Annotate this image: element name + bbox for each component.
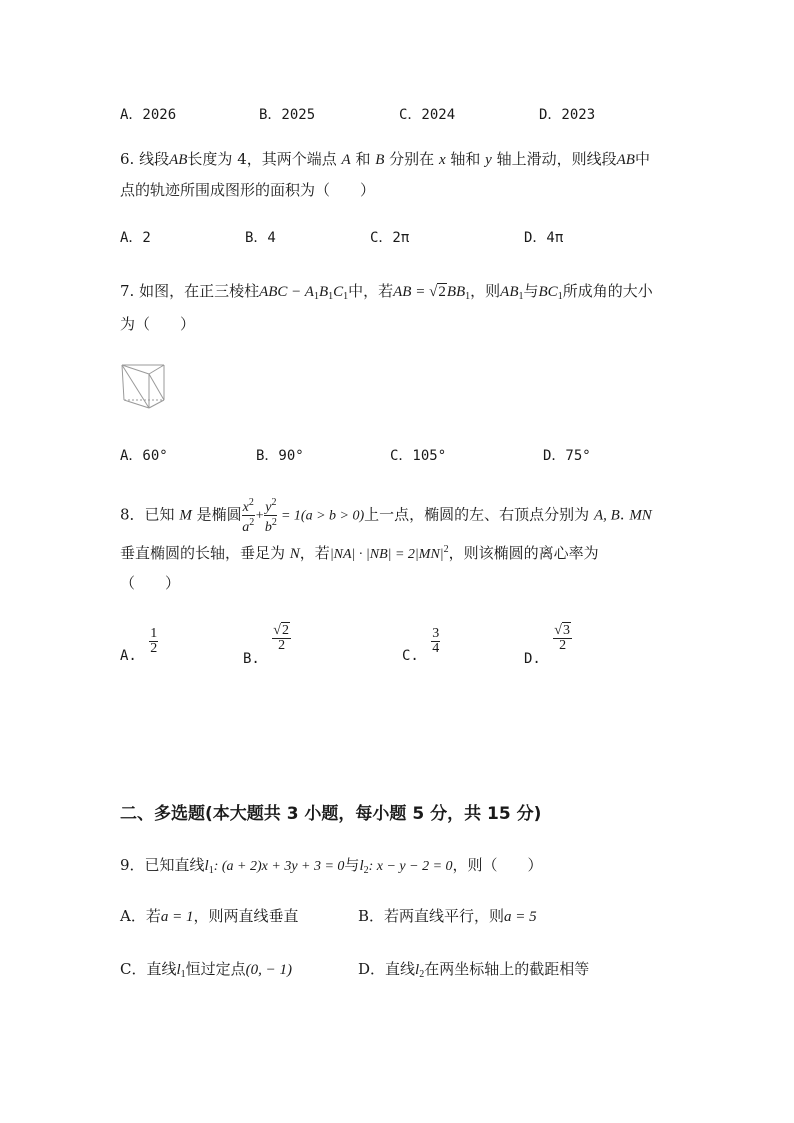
fraction-x2-a2: $\frac{x^2}{a^2}$: [242, 497, 255, 535]
q5-option-a: A．2026: [120, 107, 177, 123]
q9-option-b: B．若两直线平行，则a = 5: [358, 907, 537, 925]
fraction-y2-b2: $\frac{y^2}{b^2}$: [264, 497, 277, 535]
q7-line1: 7. 如图，在正三棱柱ABC − $A_1B_1C_1$中，若AB = $√2BB_1$，则$AB_1$与$BC_1$所成角的大小: [120, 282, 653, 302]
section-heading: 二、多选题(本大题共 3 小题，每小题 5 分，共 15 分): [120, 804, 542, 824]
q9-option-c: C．直线$l_1$恒过定点(0, − 1): [120, 960, 293, 980]
q6-option-a: A．2: [120, 230, 151, 246]
q6-option-b: B．4: [245, 230, 276, 246]
q9-stem: 9．已知直线$l_1$: (a + 2)x + 3y + 3 = 0与$l_2$: x − y − 2 = 0，则（ ）: [120, 856, 543, 876]
q8-option-c: C. $\frac{3}{4}$: [402, 626, 440, 664]
q8-line2: 垂直椭圆的长轴，垂足为 N，若$|NA| \cdot |NB| = 2|MN|^2$，则该椭圆的离心率为: [120, 544, 599, 562]
q7-line2: 为（ ）: [120, 315, 196, 333]
q8-option-d: D. $\frac{√3}{2}$: [524, 623, 570, 667]
q7-option-d: D．75°: [543, 448, 591, 464]
q7-option-c: C．105°: [390, 448, 447, 464]
q8-line1: 8．已知 M 是椭圆 $\frac{x^2}{a^2}$ + $\frac{y^2}{b^2}$ = 1(a > b > 0)上一点，椭圆的左、右顶点分别为 A, B. MN: [120, 497, 652, 535]
q9-option-a: A．若a = 1，则两直线垂直: [120, 907, 299, 925]
q6-option-c: C．2π: [370, 230, 410, 246]
q8-option-b: B. $\frac{√2}{2}$: [243, 623, 289, 667]
q5-option-b: B．2025: [259, 107, 316, 123]
q5-option-d: D．2023: [539, 107, 596, 123]
q8-line3: （ ）: [120, 574, 181, 592]
q8-option-a: A. $\frac{1}{2}$: [120, 626, 158, 664]
q5-option-c: C．2024: [399, 107, 456, 123]
prism-figure: [119, 362, 169, 410]
q9-option-d: D．直线$l_2$在两坐标轴上的截距相等: [358, 960, 590, 980]
q7-option-b: B．90°: [256, 448, 304, 464]
q6-line2: 点的轨迹所围成图形的面积为（ ）: [120, 181, 376, 199]
q7-option-a: A．60°: [120, 448, 168, 464]
q6-option-d: D．4π: [524, 230, 564, 246]
q6-line1: 6. 线段AB长度为 4，其两个端点 A 和 B 分别在 x 轴和 y 轴上滑动，则线段AB中: [120, 150, 650, 168]
